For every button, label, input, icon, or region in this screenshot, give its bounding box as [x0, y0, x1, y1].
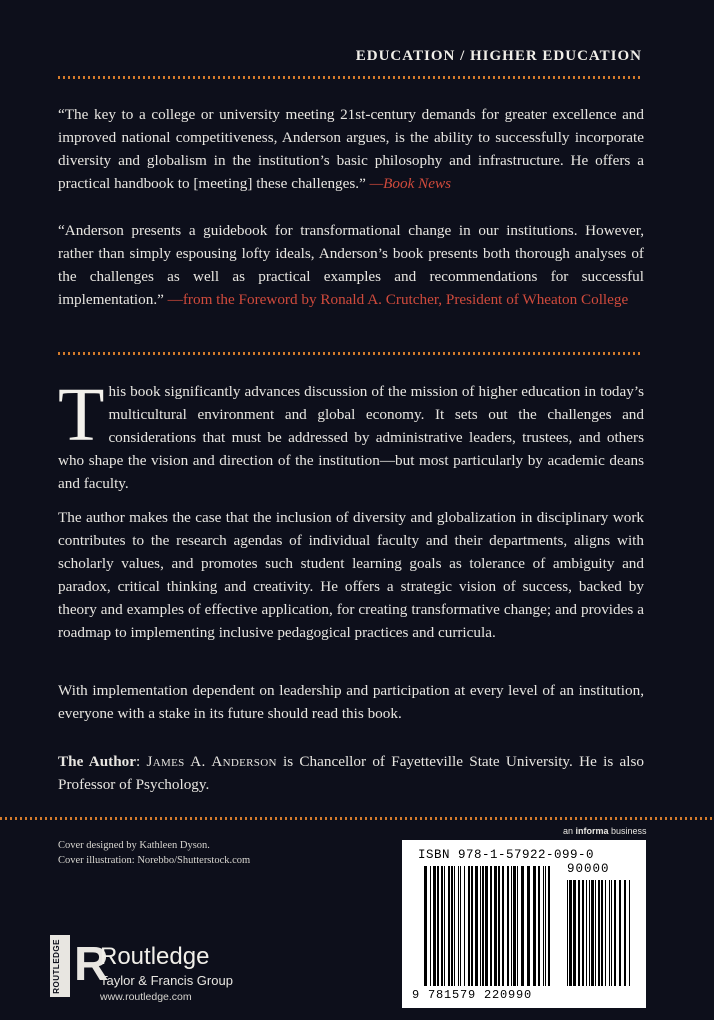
author-name: James A. Anderson	[146, 753, 277, 770]
routledge-logo	[50, 935, 300, 1005]
publisher-group: Taylor & Francis Group	[100, 973, 233, 988]
description-paragraph-1-text: his book significantly advances discussion of the mission of higher education in today’s multicultural environment and global economy. It sets out the challenges and considerations that must be addressed by administrative leaders, trustees, and others who shape the vision and direction of the institution—but most particularly by academic deans and faculty.	[58, 383, 644, 492]
category-heading: EDUCATION / HIGHER EDUCATION	[355, 48, 642, 64]
author-bio-text: is Chancellor of Fayetteville State University. He is also Professor of Psychology.	[58, 753, 644, 793]
publisher-name: Routledge	[100, 943, 210, 970]
isbn-number: ISBN 978-1-57922-099-0	[418, 848, 595, 862]
informa-brand: informa	[575, 826, 609, 836]
routledge-mark-icon	[50, 935, 70, 997]
review-quote-1-text: “The key to a college or university meeting 21st-century demands for greater excellence and improved national competitiveness, Anderson argues, is the ability to successfully incorporate diversity and globalism in the institution’s basic philosophy and infrastructure. He offers a practical handbook to [meeting] these challenges.”	[58, 106, 644, 192]
routledge-r-icon: R	[74, 938, 109, 991]
cover-illustration-credit: Cover illustration: Norebbo/Shutterstock.com	[58, 855, 251, 866]
author-colon: :	[136, 753, 147, 770]
informa-tagline	[563, 826, 647, 836]
dotted-rule-middle	[58, 352, 642, 355]
informa-prefix: an	[563, 826, 576, 836]
author-bio	[58, 750, 644, 796]
review-quote-1	[58, 103, 644, 195]
review-quote-1-source: —Book News	[365, 175, 452, 192]
review-quote-2-text: “Anderson presents a guidebook for transformational change in our institutions. However, rather than simply espousing lofty ideals, Anderson’s book presents both thorough analyses of the challenges as well as practical examples and recommendations for successful implementation.”	[58, 222, 644, 308]
barcode-panel	[402, 840, 646, 1008]
dotted-rule-bottom	[0, 817, 714, 820]
description-paragraph-2: The author makes the case that the inclusion of diversity and globalization in disciplinary work contributes to the research agendas of individual faculty and their departments, aligns with scholarly values, and promotes such student learning goals as tolerance of ambiguity and paradox, critical thinking and creativity. He offers a strategic vision of success, backed by theory and examples of effective application, for creating transformative change; and provides a roadmap to implementing inclusive pedagogical practices and curricula.	[58, 509, 644, 641]
informa-suffix: business	[608, 826, 647, 836]
publisher-url: www.routledge.com	[100, 991, 192, 1003]
ean-digits: 9 781579 220990	[412, 988, 533, 1002]
description-paragraph-3: With implementation dependent on leadership and participation at every level of an institution, everyone with a stake in its future should read this book.	[58, 682, 644, 722]
description-paragraph-1	[58, 373, 644, 495]
review-quote-2	[58, 219, 644, 311]
cover-design-credit: Cover designed by Kathleen Dyson.	[58, 840, 210, 851]
review-quote-2-source: —from the Foreword by Ronald A. Crutcher, President of Wheaton College	[163, 291, 629, 308]
routledge-mark-text: ROUTLEDGE	[52, 939, 61, 994]
drop-cap: T	[58, 373, 105, 457]
price-code: 90000	[567, 862, 610, 876]
dotted-rule-top	[58, 76, 642, 79]
author-label: The Author	[58, 753, 137, 770]
cover-credits	[58, 838, 250, 868]
